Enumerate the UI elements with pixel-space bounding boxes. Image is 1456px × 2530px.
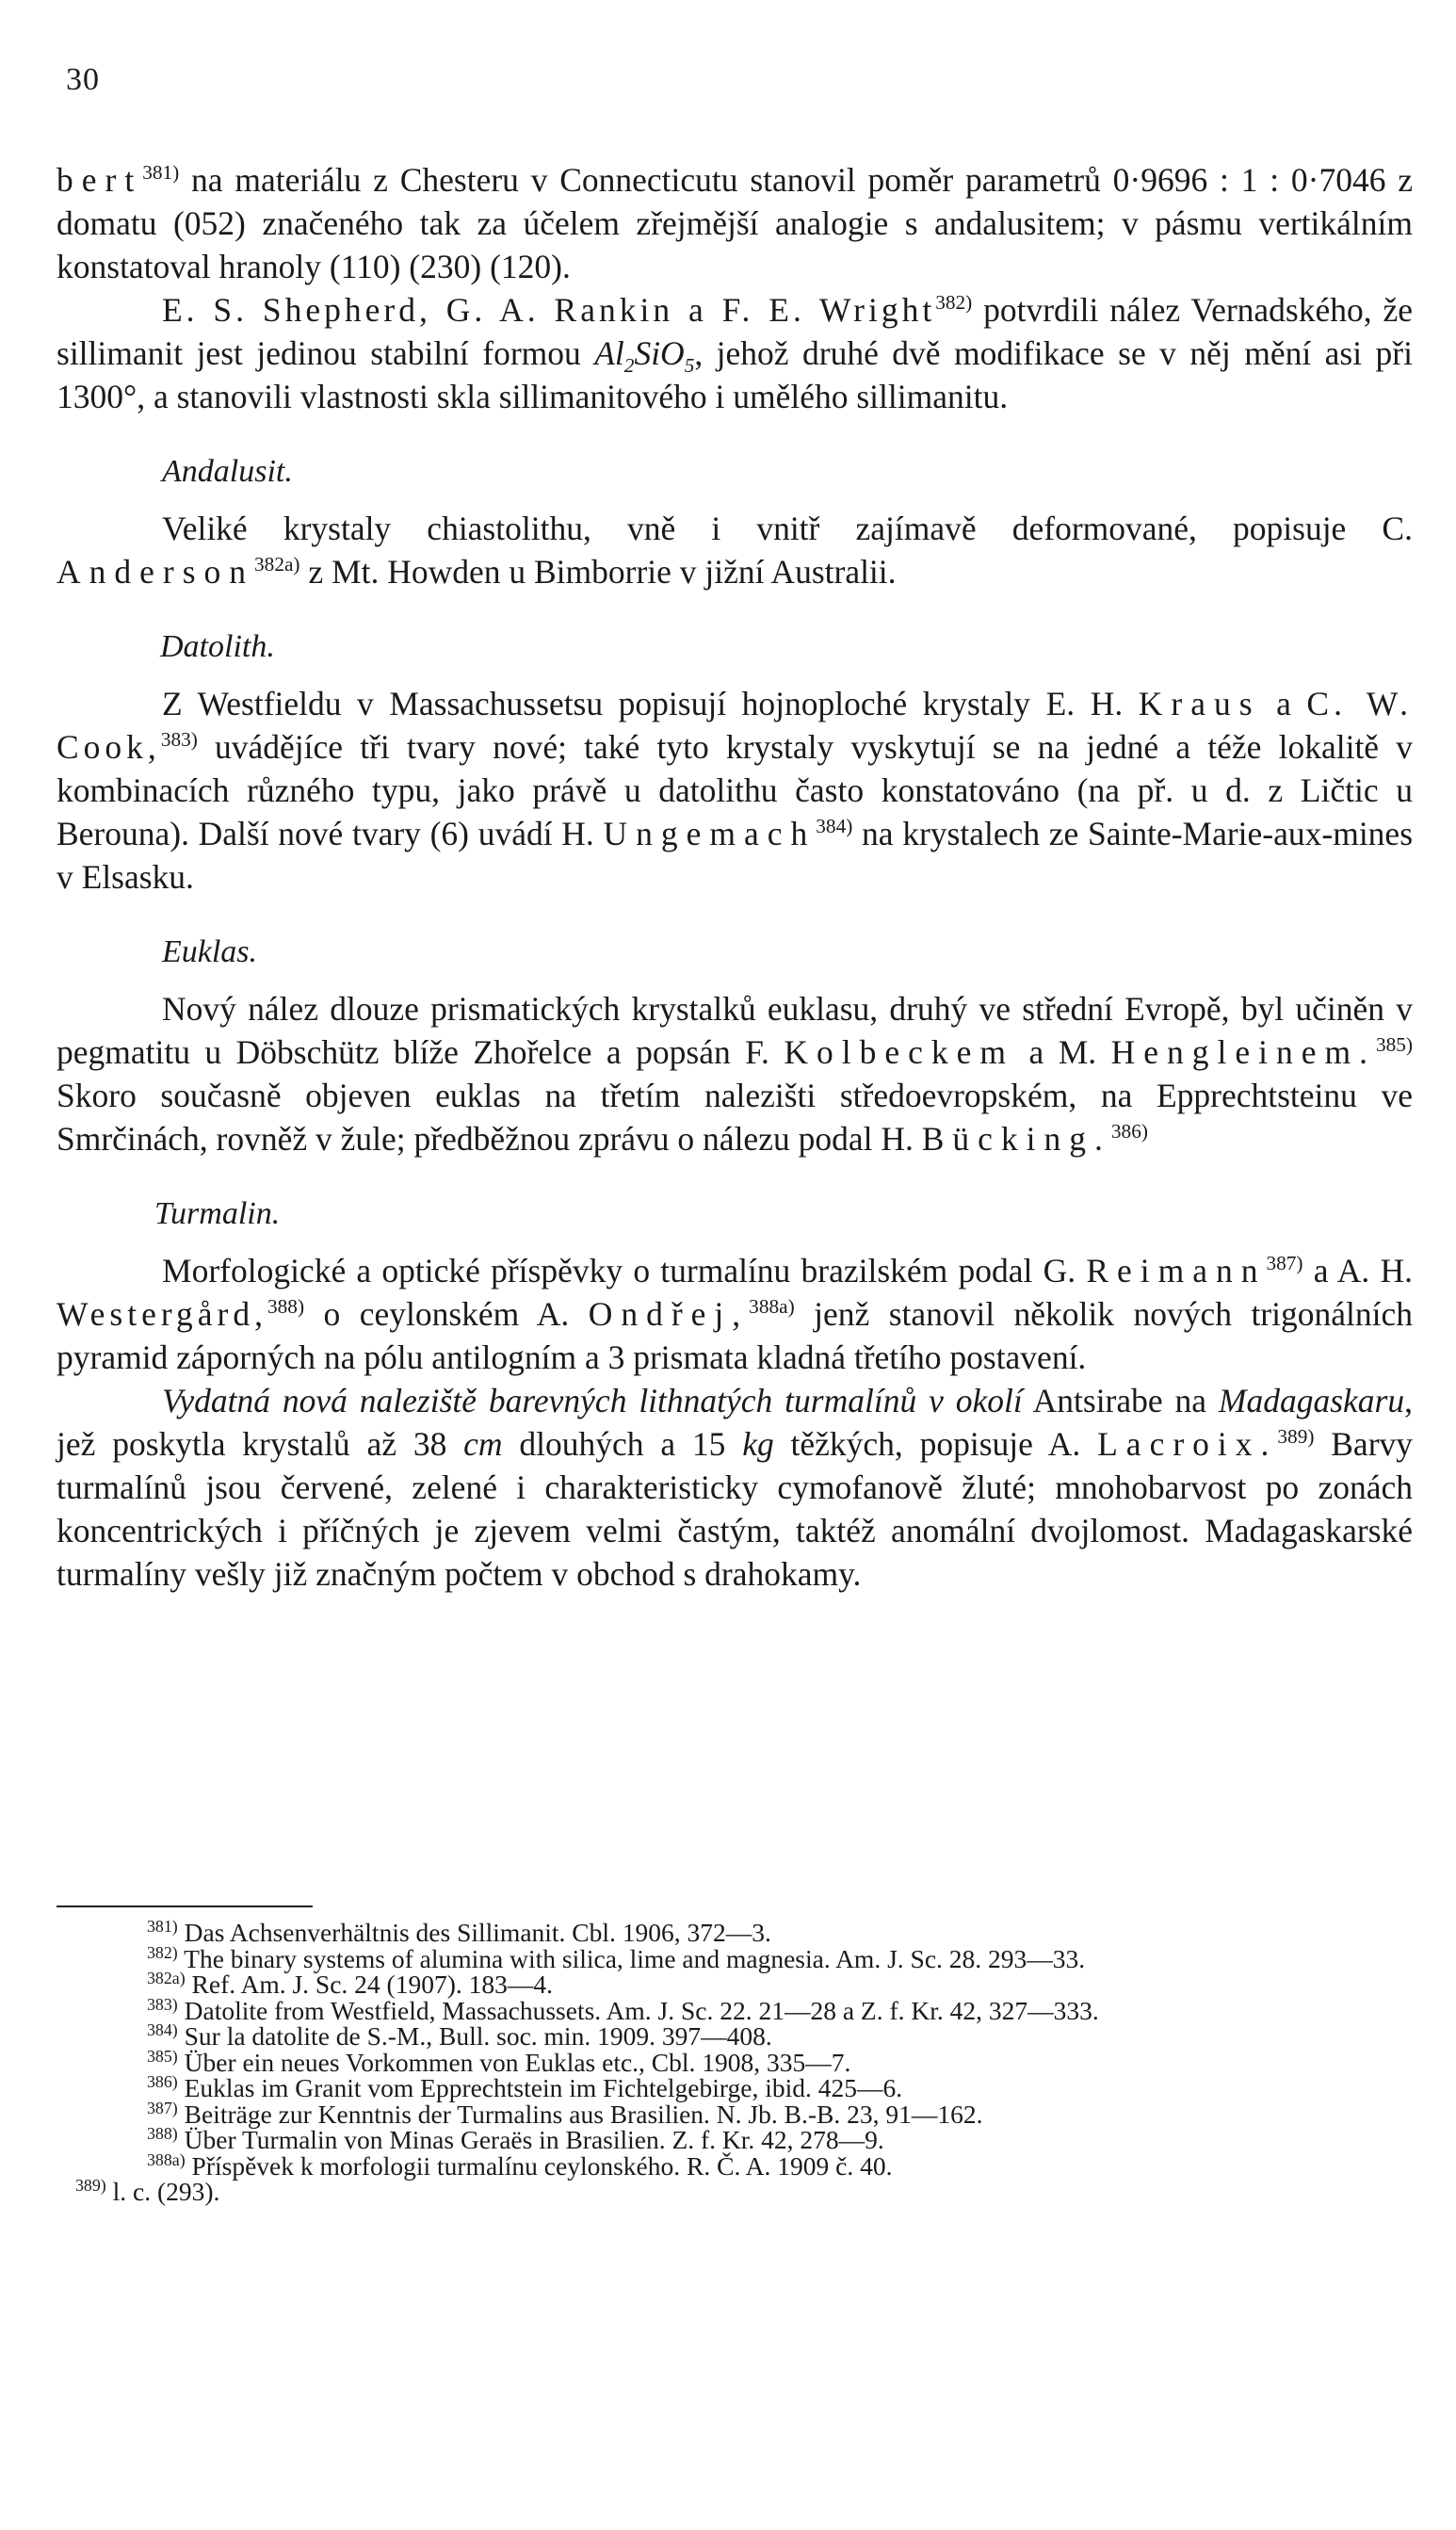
formula-part: SiO bbox=[634, 334, 685, 372]
footnote-text: l. c. (293). bbox=[112, 2177, 220, 2206]
footnote bbox=[57, 1916, 1413, 1947]
unit-text: cm bbox=[463, 1425, 503, 1463]
unit-text: kg bbox=[742, 1425, 774, 1463]
author-name: bert bbox=[57, 161, 143, 199]
footnote bbox=[57, 2123, 1413, 2154]
footnote-number: 388) bbox=[147, 2123, 178, 2143]
paragraph-text: , jehož druhé dvě modifikace se v něj mění asi při 1300°, a stanovili vlastnosti skla sillimanitového i umělého sillimanitu. bbox=[57, 334, 1413, 415]
footnote-number: 389) bbox=[75, 2175, 106, 2195]
footnote bbox=[57, 1994, 1413, 2025]
footnote-text: Das Achsenverhältnis des Sillimanit. Cbl. 1906, 372—3. bbox=[184, 1918, 771, 1947]
footnote bbox=[57, 2019, 1413, 2051]
paragraph-text: z Mt. Howden u Bimborrie v jižní Australii. bbox=[299, 553, 897, 591]
footnote-ref[interactable]: 383) bbox=[160, 728, 198, 752]
author-names: E. S. Shepherd, G. A. Rankin a F. E. Wright bbox=[162, 291, 936, 329]
footnote-number: 381) bbox=[147, 1916, 178, 1936]
paragraph-text: , jež poskytla krystalů až 38 bbox=[57, 1382, 1413, 1463]
footnote-ref[interactable]: 385) bbox=[1375, 1033, 1414, 1057]
paragraph-sillimanit-1 bbox=[57, 158, 1413, 288]
footnote bbox=[57, 1968, 1413, 1999]
footnote-text: Příspěvek k morfologii turmalínu ceylonského. R. Č. A. 1909 č. 40. bbox=[191, 2150, 893, 2181]
footnote bbox=[57, 2071, 1413, 2102]
footnote-text: Über Turmalin von Minas Geraës in Brasilien. Z. f. Kr. 42, 278—9. bbox=[184, 2125, 884, 2154]
footnote-ref[interactable]: 388a) bbox=[749, 1295, 795, 1319]
formula-subscript: 5 bbox=[684, 354, 695, 378]
footnote-number: 383) bbox=[147, 1994, 178, 2014]
paragraph-text: Veliké krystaly chiastolithu, vně i vnitř zajímavě deformované, popisuje C. bbox=[162, 510, 1413, 547]
paragraph-text: Barvy turmalínů jsou červené, zelené i charakteristicky cymofanově žluté; mnohobarvost po zonách koncentrických i příčných je zjevem velmi častým, taktéž anomální dvojlomost. Madagaskarské turmalíny vešly již značným počtem v obchod s drahokamy. bbox=[57, 1425, 1414, 1593]
footnote-number: 386) bbox=[147, 2071, 178, 2091]
paragraph-text: a M. bbox=[1014, 1033, 1111, 1071]
paragraph-text: potvrdili nález Vernadského, že sillimanit jest jedinou stabilní formou bbox=[57, 291, 1413, 372]
footnote-ref[interactable]: 384) bbox=[816, 815, 853, 838]
paragraph-text: Z Westfieldu v Massachussetsu popisují hojnoploché krystaly E. H. bbox=[162, 685, 1139, 722]
paragraph-turmalin-2 bbox=[57, 1379, 1413, 1596]
footnote-number: 382) bbox=[147, 1942, 178, 1962]
paragraph-text: Nový nález dlouze prismatických krystalků euklasu, druhý ve střední Evropě, byl učiněn v pegmatitu u Döbschütz blíže Zhořelce a popsán F. bbox=[57, 990, 1413, 1071]
footnote-text: Beiträge zur Kenntnis der Turmalins aus Brasilien. N. Jb. B.-B. 23, 91—162. bbox=[184, 2099, 983, 2129]
footnote-number: 382a) bbox=[147, 1968, 186, 1987]
author-name: Reimann bbox=[1086, 1252, 1267, 1289]
footnote bbox=[57, 2175, 1413, 2206]
paragraph-datolith bbox=[57, 682, 1413, 899]
footnote-text: Über ein neues Vorkommen von Euklas etc., Cbl. 1908, 335—7. bbox=[184, 2047, 851, 2077]
paragraph-sillimanit-2 bbox=[57, 288, 1413, 418]
author-name: Ungemach bbox=[603, 815, 817, 852]
formula-part: Al bbox=[594, 334, 624, 372]
paragraph-text: těžkých, popisuje A. bbox=[773, 1425, 1098, 1463]
section-heading-turmalin: Turmalin. bbox=[154, 1196, 281, 1231]
footnotes bbox=[57, 1916, 1413, 2206]
paragraph-text: Skoro současně objeven euklas na třetím nalezišti středoevropském, na Epprechtsteinu ve Smrčinách, rovněž v žule; předběžnou zprávu o nálezu podal H. bbox=[57, 1077, 1413, 1158]
author-name: Westergård, bbox=[57, 1295, 267, 1333]
paragraph-text: na materiálu z Chesteru v Connecticutu stanovil poměr parametrů 0·9696 : 1 : 0·7046 z domatu (052) značeného tak za účelem zřejmější analogie s andalusitem; v pásmu vertikálním konstatoval hranoly (110) (230) (120). bbox=[57, 161, 1413, 285]
page-number: 30 bbox=[66, 62, 100, 97]
footnote-text: Sur la datolite de S.-M., Bull. soc. min. 1909. 397—408. bbox=[184, 2021, 772, 2051]
footnote-ref[interactable]: 382a) bbox=[254, 553, 300, 576]
footnote-number: 387) bbox=[147, 2098, 178, 2117]
author-name: Lacroix. bbox=[1097, 1425, 1278, 1463]
paragraph-text: Antsirabe na bbox=[1022, 1382, 1219, 1419]
paragraph-text: a bbox=[1260, 685, 1307, 722]
footnote-ref[interactable]: 381) bbox=[142, 161, 180, 185]
section-heading-euklas: Euklas. bbox=[162, 934, 258, 969]
paragraph-text: Morfologické a optické příspěvky o turmalínu brazilském podal G. bbox=[162, 1252, 1087, 1289]
footnote bbox=[57, 2098, 1413, 2129]
author-name: Bücking. bbox=[921, 1120, 1111, 1158]
author-name: C. W. Cook, bbox=[57, 685, 1413, 766]
author-name: Kraus bbox=[1138, 685, 1261, 722]
main-text bbox=[57, 158, 1413, 1596]
italic-text: Madagaskaru bbox=[1218, 1382, 1405, 1419]
footnote-ref[interactable]: 382) bbox=[935, 291, 973, 315]
footnote-number: 388a) bbox=[147, 2149, 186, 2169]
paragraph-andalusit bbox=[57, 507, 1413, 593]
footnote-text: Ref. Am. J. Sc. 24 (1907). 183—4. bbox=[191, 1970, 554, 1999]
footnote-text: Datolite from Westfield, Massachussets. Am. J. Sc. 22. 21—28 a Z. f. Kr. 42, 327—333. bbox=[184, 1995, 1099, 2025]
author-name: Anderson bbox=[57, 553, 255, 591]
footnote-divider bbox=[57, 1906, 313, 1907]
paragraph-text: na krystalech ze Sainte-Marie-aux-mines v Elsasku. bbox=[57, 815, 1414, 896]
footnote-number: 384) bbox=[147, 2019, 178, 2039]
footnote-ref[interactable]: 387) bbox=[1266, 1252, 1303, 1275]
footnote-text: Euklas im Granit vom Epprechtstein im Fichtelgebirge, ibid. 425—6. bbox=[184, 2073, 903, 2102]
paragraph-text: uvádějíce tři tvary nové; také tyto krystaly vyskytují se na jedné a téže lokalitě v kombinacích různého typu, jako právě u datolithu často konstatováno (na př. u d. z Ličtic u Berouna). Další nové tvary (6) uvádí H. bbox=[57, 728, 1413, 852]
footnote-text: The binary systems of alumina with silica, lime and magnesia. Am. J. Sc. 28. 293—33. bbox=[184, 1943, 1086, 1973]
footnote bbox=[57, 1942, 1413, 1973]
paragraph-turmalin-1 bbox=[57, 1249, 1413, 1379]
footnote bbox=[57, 2149, 1413, 2181]
formula bbox=[594, 334, 695, 378]
paragraph-text: o ceylonském A. bbox=[304, 1295, 589, 1333]
author-name: Hengleinem. bbox=[1110, 1033, 1376, 1071]
footnote-ref[interactable]: 388) bbox=[267, 1295, 305, 1319]
paragraph-text: a A. H. bbox=[1302, 1252, 1414, 1289]
italic-text: Vydatná nová naleziště barevných lithnatých turmalínů v okolí bbox=[162, 1382, 1023, 1419]
footnote-ref[interactable]: 389) bbox=[1277, 1425, 1315, 1449]
author-name: Ondřej, bbox=[588, 1295, 750, 1333]
author-name: Kolbeckem bbox=[784, 1033, 1015, 1071]
paragraph-euklas bbox=[57, 987, 1413, 1160]
footnote bbox=[57, 2046, 1413, 2077]
section-heading-andalusit: Andalusit. bbox=[162, 454, 293, 489]
formula-subscript: 2 bbox=[623, 354, 635, 378]
section-heading-datolith: Datolith. bbox=[160, 629, 275, 664]
paragraph-text: dlouhých a 15 bbox=[502, 1425, 743, 1463]
paragraph-text: jenž stanovil několik nových trigonálních pyramid záporných na pólu antilogním a 3 prismata kladná třetího postavení. bbox=[57, 1295, 1413, 1376]
footnote-ref[interactable]: 386) bbox=[1110, 1120, 1148, 1143]
footnote-number: 385) bbox=[147, 2046, 178, 2066]
